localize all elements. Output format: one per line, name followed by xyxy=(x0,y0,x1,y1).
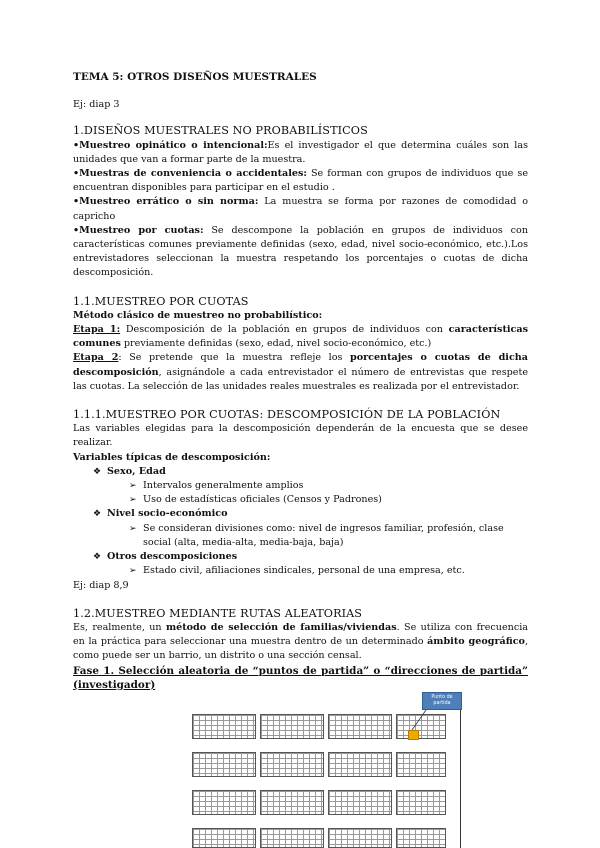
list-item: ➢ Uso de estadísticas oficiales (Censos y Padrones) xyxy=(73,493,528,507)
list-item: ❖ Sexo, Edad xyxy=(73,465,528,479)
list-item: ❖ Nivel socio-económico xyxy=(73,507,528,521)
diamond-bullet-icon: ❖ xyxy=(93,509,102,520)
arrow-bullet-icon: ➢ xyxy=(129,495,137,506)
street-block xyxy=(192,790,256,815)
list-item: ➢ Intervalos generalmente amplios xyxy=(73,479,528,493)
variables-list xyxy=(73,465,528,579)
section-1-item-2: •Muestras de conveniencia o accidentales: Se forman con grupos de individuos que se encuentran disponibles para participar en el estudio . xyxy=(73,168,529,194)
punto-de-partida-callout: Punto de partida xyxy=(422,692,462,710)
fase-1-heading: Fase 1. Selección aleatoria de “puntos de partida” o “direcciones de partida” (investigador) xyxy=(73,664,528,691)
list-item: ➢ Se consideran divisiones como: nivel de ingresos familiar, profesión, clase social (alta, media-alta, media-baja, baja) xyxy=(129,522,504,548)
section-1-item-3: •Muestreo errático o sin norma: La muestra se forma por razones de comodidad o capricho xyxy=(73,196,529,222)
street-block xyxy=(396,752,446,777)
list-item: ❖ Otros descomposiciones xyxy=(73,550,528,564)
diamond-bullet-icon: ❖ xyxy=(93,466,102,477)
route-map-figure xyxy=(190,690,470,848)
street-block xyxy=(396,828,446,848)
arrow-bullet-icon: ➢ xyxy=(129,523,137,534)
section-1-item-1: •Muestreo opinático o intencional:Es el investigador el que determina cuáles son las unidades que van a formar parte de la muestra. xyxy=(73,139,528,165)
document-content xyxy=(73,70,528,692)
street-block xyxy=(260,752,324,777)
street-block xyxy=(260,790,324,815)
section-1-2-heading: 1.2.MUESTREO MEDIANTE RUTAS ALEATORIAS xyxy=(73,606,363,620)
street-block xyxy=(260,828,324,848)
section-1-heading: 1.DISEÑOS MUESTRALES NO PROBABILÍSTICOS xyxy=(73,124,368,138)
section-1-2-paragraph: Es, realmente, un método de selección de familias/viviendas. Se utiliza con frecuencia en la práctica para seleccionar una muestra dentro de un determinado ámbito geográfico, como puede ser un barrio, un distrito o una sección censal. xyxy=(73,621,529,662)
arrow-bullet-icon: ➢ xyxy=(129,481,137,492)
section-1-1-1-heading: 1.1.1.MUESTREO POR CUOTAS: DESCOMPOSICIÓN DE LA POBLACIÓN xyxy=(73,408,501,422)
etapa-1-paragraph: Etapa 1: Descomposición de la población en grupos de individuos con características comunes previamente definidas (sexo, edad, nivel socio-económico, etc.) xyxy=(73,324,528,350)
diamond-bullet-icon: ❖ xyxy=(93,552,102,563)
list-item: ➢ Estado civil, afiliaciones sindicales, personal de una empresa, etc. xyxy=(73,564,528,578)
street-block xyxy=(328,790,392,815)
section-1-item-4: •Muestreo por cuotas: Se descompone la población en grupos de individuos con características comunes previamente definidas (sexo, edad, nivel socio-económico, etc.).Los entrevistadores seleccionan la muestra respetando los porcentajes o cuotas de dicha descomposición. xyxy=(73,224,529,279)
street-block xyxy=(328,752,392,777)
section-1-1-subtitle: Método clásico de muestreo no probabilístico: xyxy=(73,309,323,321)
section-1-1-1-intro: Las variables elegidas para la descomposición dependerán de la encuesta que se desee realizar. xyxy=(73,423,528,449)
reference-diap-3: Ej: diap 3 xyxy=(73,99,120,111)
street-block xyxy=(396,790,446,815)
variables-title: Variables típicas de descomposición: xyxy=(73,451,271,463)
street-block xyxy=(328,828,392,848)
street-block xyxy=(192,828,256,848)
street-block xyxy=(192,752,256,777)
arrow-bullet-icon: ➢ xyxy=(129,566,137,577)
reference-diap-8-9: Ej: diap 8,9 xyxy=(73,579,129,591)
document-title: TEMA 5: OTROS DISEÑOS MUESTRALES xyxy=(73,71,317,83)
section-1-1-heading: 1.1.MUESTREO POR CUOTAS xyxy=(73,294,249,308)
start-point-marker xyxy=(408,730,419,740)
etapa-2-paragraph: Etapa 2: Se pretende que la muestra refleje los porcentajes o cuotas de dicha descomposición, asignándole a cada entrevistador el número de entrevistas que respete las cuotas. La selección de las unidades reales muestrales es realizada por el entrevistador. xyxy=(73,352,528,392)
